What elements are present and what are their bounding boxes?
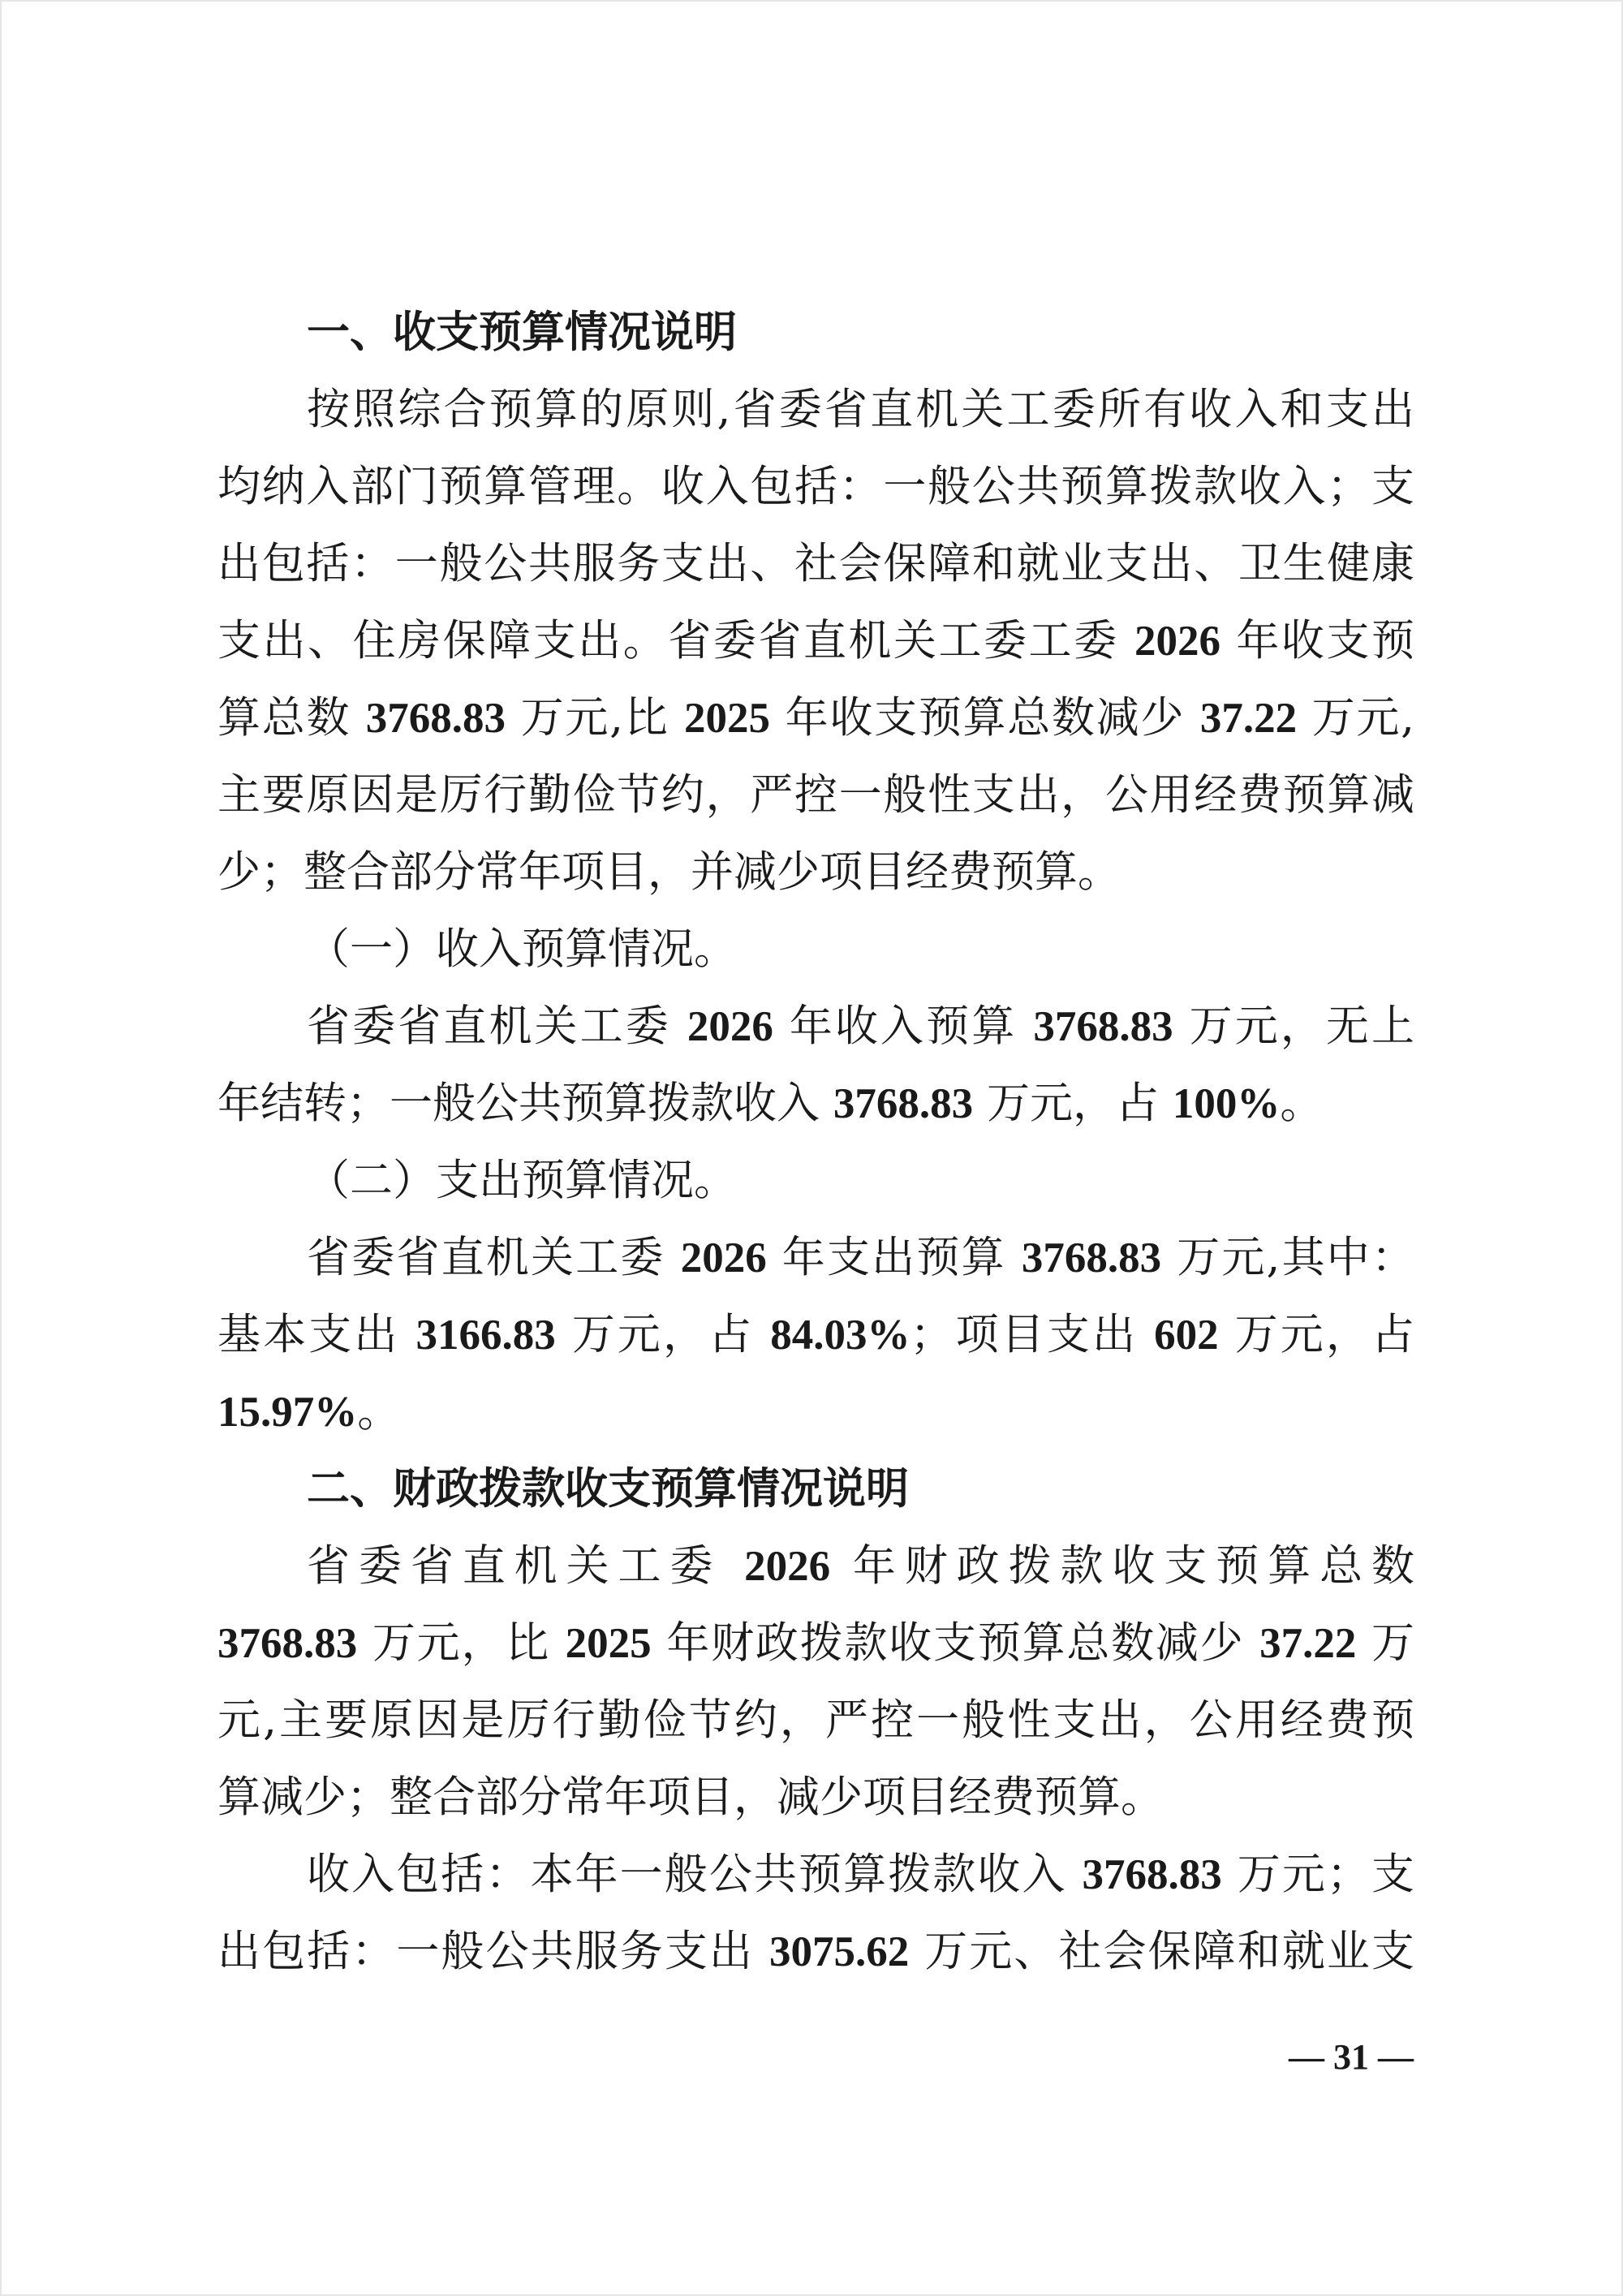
paragraph-5-line-2 [217,1928,1414,1976]
paragraph-4-line-2 [217,1619,1414,1668]
paragraph-1-line-6: 主要原因是厉行勤俭节约，严控一般性支出，公用经费预算减 [217,770,1414,820]
text: 年结转；一般公共预算拨款收入 [217,1079,820,1128]
text: 出包括：一般公共服务支出 [217,1927,755,1976]
text: 年财政拨款收支预算总数 [852,1541,1414,1591]
text: 万 [1371,1618,1415,1668]
text: 。 [1280,1079,1324,1128]
text: 省委省直机关工委 [307,1541,722,1591]
paragraph-1-line-3: 出包括：一般公共服务支出、社会保障和就业支出、卫生健康 [217,539,1414,588]
percent-value: 100% [1172,1080,1281,1127]
paragraph-3-line-2 [217,1311,1414,1359]
text: 万元，无上 [1189,1002,1415,1051]
section-heading-1: 一、收支预算情况说明 [307,308,737,357]
amount-value: 37.22 [1259,1620,1357,1667]
section-heading-2: 二、财政拨款收支预算情况说明 [307,1464,909,1514]
text: 万元、社会保障和就业支 [924,1927,1414,1976]
paragraph-2-line-1 [307,1002,1414,1051]
text: 万元, [1311,693,1414,743]
year-value: 2026 [744,1543,831,1590]
year-value: 2026 [680,1234,767,1282]
text: 支出、住房保障支出。省委省直机关工委工委 [217,616,1119,666]
amount-value: 3768.83 [833,1080,974,1127]
year-value: 2026 [1134,618,1221,665]
percent-value: 15.97% [217,1389,358,1436]
subsection-heading-expenditure: （二）支出预算情况。 [307,1156,737,1205]
amount-value: 3166.83 [415,1312,556,1359]
text: 省委省直机关工委 [307,1233,665,1282]
paragraph-1-line-7: 少；整合部分常年项目，并减少项目经费预算。 [217,847,1121,897]
text: 万元，比 [372,1618,551,1668]
text: 。 [357,1387,401,1437]
amount-value: 3768.83 [365,695,506,742]
paragraph-1-line-4 [217,617,1414,666]
text: 基本支出 [217,1310,400,1359]
paragraph-4-line-3: 元,主要原因是厉行勤俭节约，严控一般性支出，公用经费预 [217,1695,1414,1745]
amount-value: 3768.83 [1082,1851,1222,1898]
text: 万元，占 [571,1310,755,1359]
text: 万元；支 [1237,1850,1415,1899]
paragraph-2-line-2 [217,1079,1323,1128]
text: 万元，占 [986,1079,1159,1128]
text: 万元,比 [520,693,669,743]
paragraph-3-line-1 [307,1234,1414,1282]
paragraph-1-line-2: 均纳入部门预算管理。收入包括：一般公共预算拨款收入；支 [217,462,1414,511]
percent-value: 84.03% [770,1312,911,1359]
year-value: 2026 [687,1003,773,1050]
paragraph-1-line-5 [217,694,1414,743]
paragraph-3-line-3 [217,1388,400,1437]
text: 万元,其中： [1177,1233,1414,1282]
amount-value: 3768.83 [1033,1003,1173,1050]
subsection-heading-income: （一）收入预算情况。 [307,924,737,974]
text: 省委省直机关工委 [307,1002,671,1051]
text: ；项目支出 [910,1310,1139,1359]
text: 年财政拨款收支预算总数减少 [666,1618,1245,1668]
paragraph-4-line-1 [307,1542,1414,1591]
text: 算总数 [217,693,351,743]
text: 年收入预算 [789,1002,1018,1051]
amount-value: 602 [1154,1312,1219,1359]
amount-value: 37.22 [1199,695,1298,742]
paragraph-1-line-1: 按照综合预算的原则,省委省直机关工委所有收入和支出 [307,385,1414,434]
paragraph-4-line-4: 算减少；整合部分常年项目，减少项目经费预算。 [217,1773,1164,1822]
text: 收入包括：本年一般公共预算拨款收入 [307,1850,1067,1899]
amount-value: 3075.62 [768,1928,910,1975]
amount-value: 3768.83 [1021,1234,1162,1282]
year-value: 2025 [684,695,771,742]
page-number: — 31 — [1289,2037,1414,2077]
paragraph-5-line-1 [307,1850,1414,1899]
text: 年支出预算 [781,1233,1006,1282]
year-value: 2025 [565,1620,652,1667]
text: 万元，占 [1234,1310,1414,1359]
amount-value: 3768.83 [217,1620,358,1667]
text: 年收支预 [1236,616,1414,666]
text: 年收支预算总数减少 [785,693,1186,743]
